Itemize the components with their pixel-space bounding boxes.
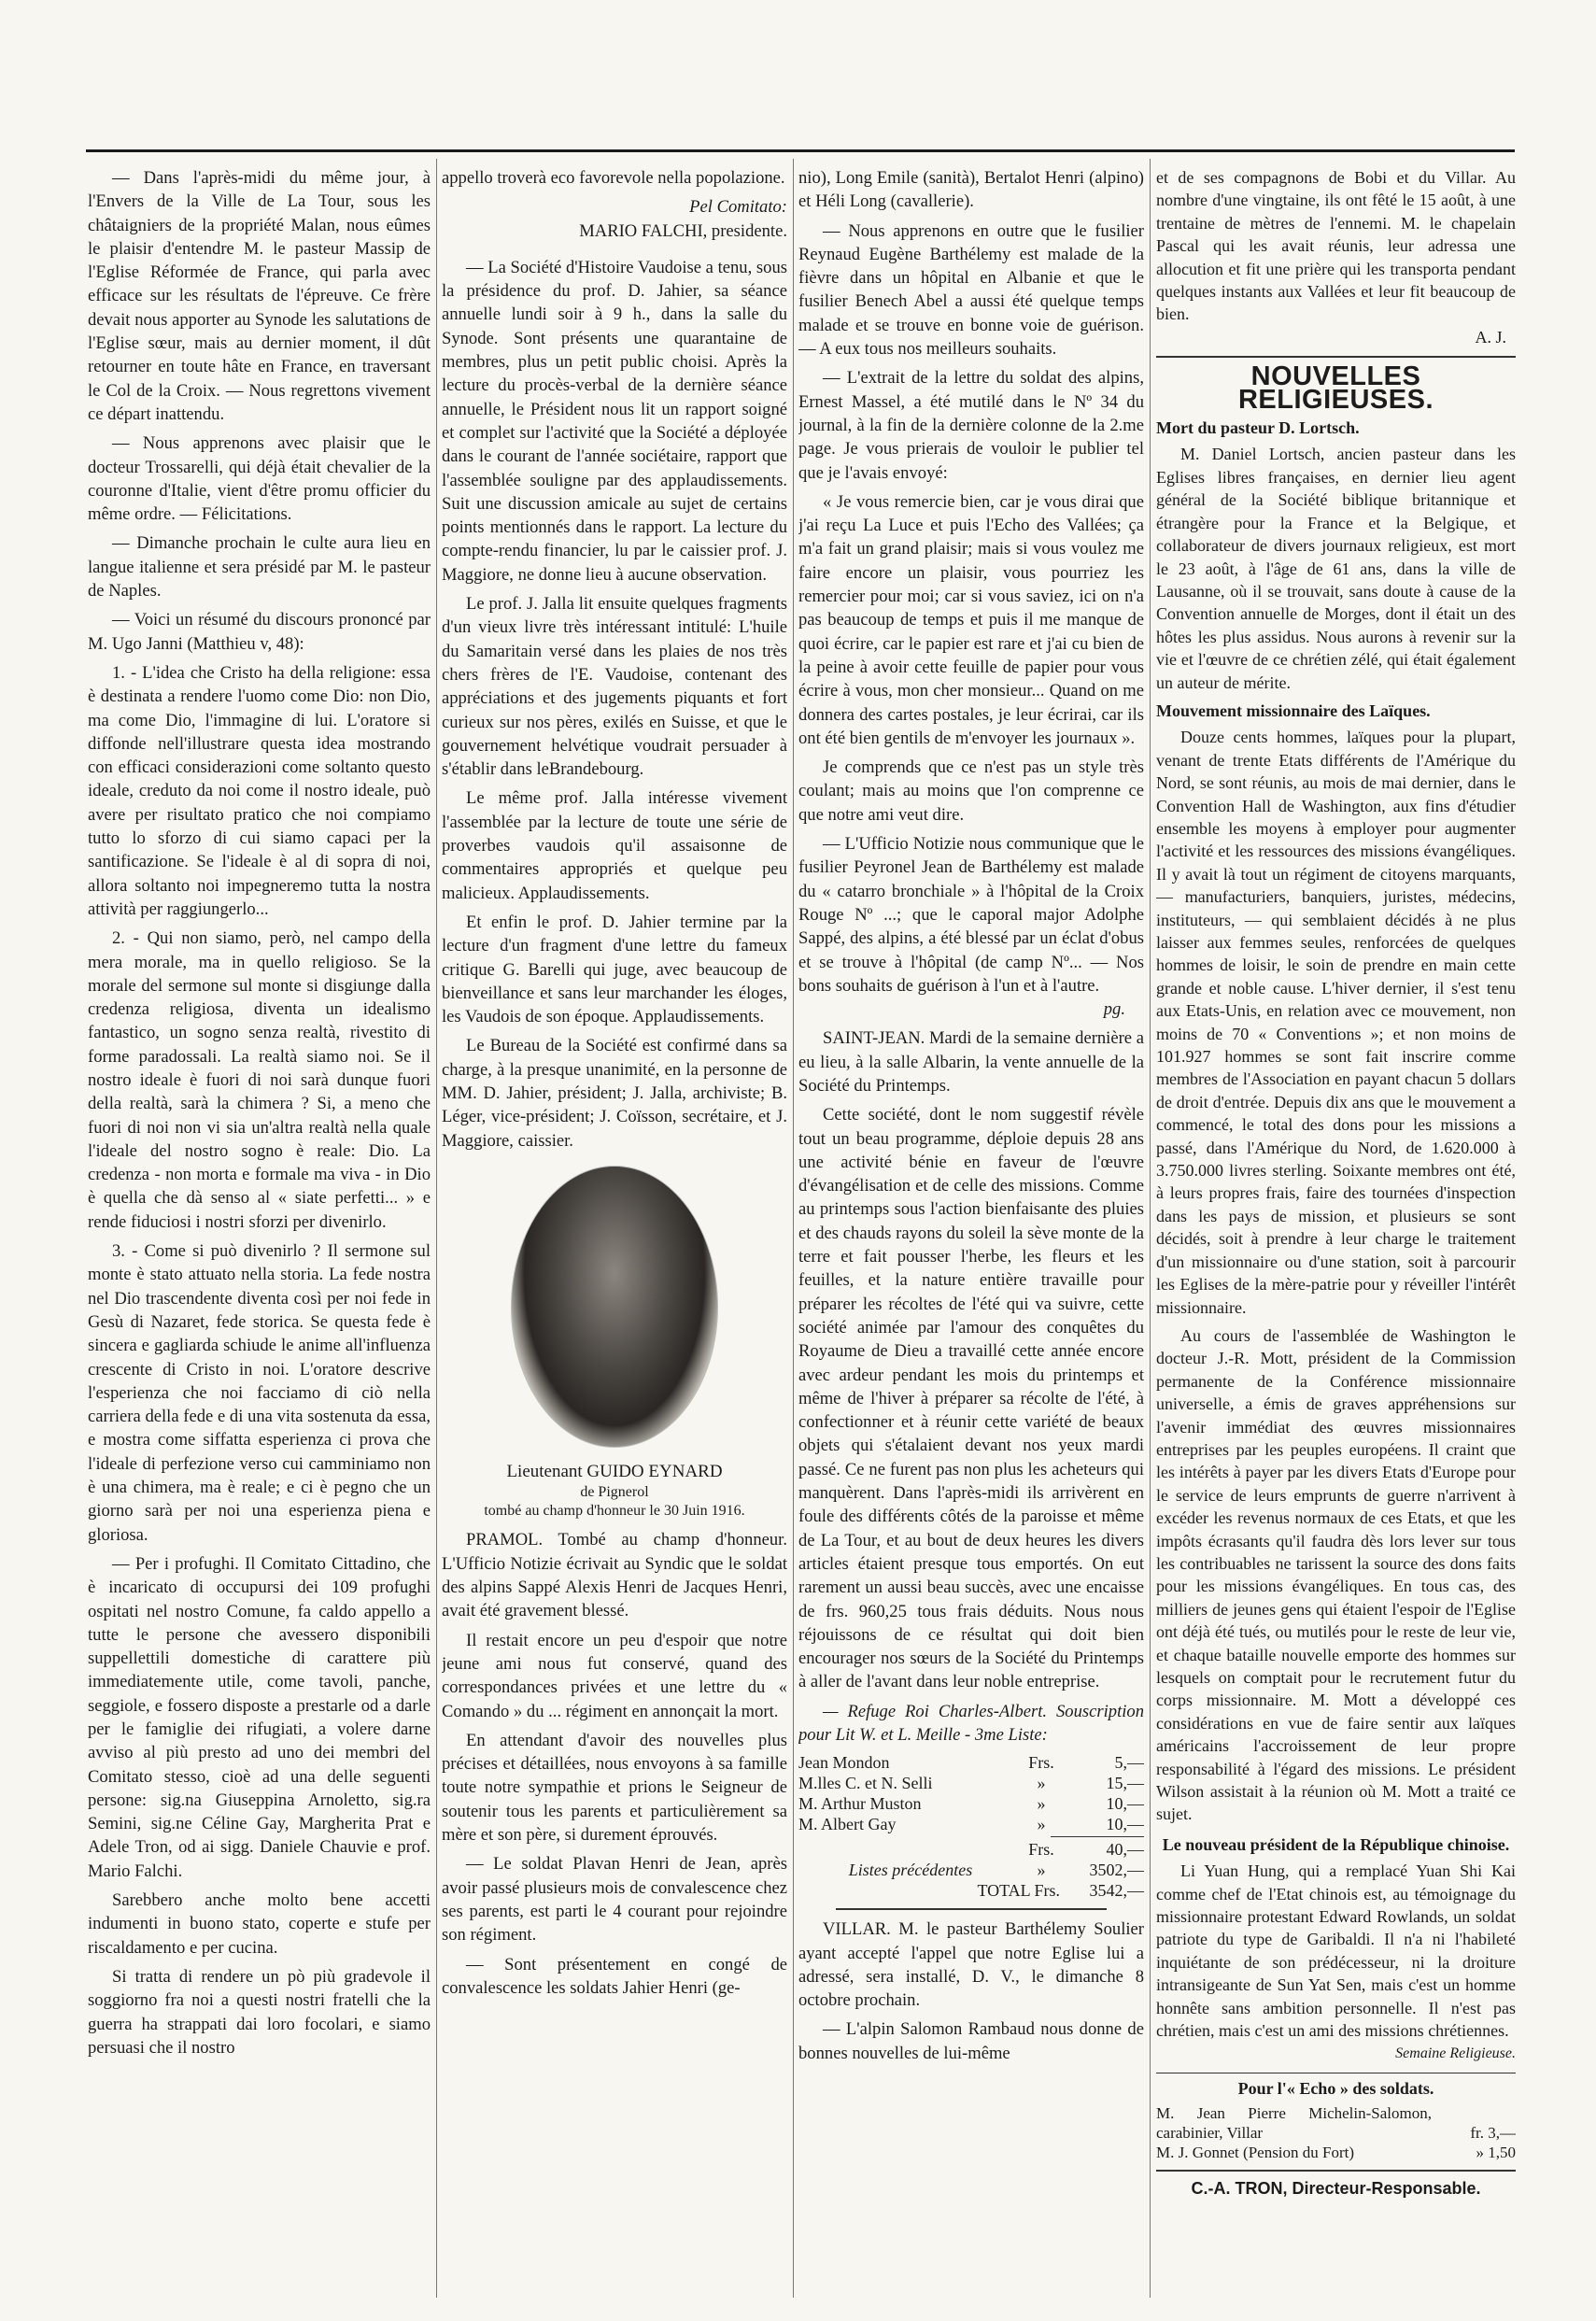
subscription-amount: 5,— xyxy=(1114,1753,1144,1773)
paragraph: Et enfin le prof. D. Jahier termine par la lecture d'un fragment d'une lettre du fameux critique G. Barelli qui juge, avec beaucoup de bienveillance et sans leur marchander les éloges, les Vaudois de son époque. Applaudissements. xyxy=(442,912,787,1027)
paragraph: appello troverà eco favorevole nella popolazione. xyxy=(442,168,785,188)
paragraph: — Dans l'après-midi du même jour, à l'Envers de la Ville de La Tour, sous les châtaigniers de la propriété Malan, nous eûmes le plaisir d'entendre M. le pasteur Massip de l'Eglise Réformée de France, qui parla avec efficace sur les résultats de l'épreuve. Ce frère devait nous apporter au Synode les salutations de l'Eglise sœur, mais au dernier moment, il dût retourner en toute hâte en France, en traversant le Col de la Croix. — Nous regrettons vivement ce départ inattendu. xyxy=(88,168,431,424)
currency: » xyxy=(1037,1794,1046,1814)
currency: » xyxy=(1037,1815,1046,1834)
column-2 xyxy=(442,166,787,2286)
paragraph: — La Société d'Histoire Vaudoise a tenu, sous la présidence du prof. D. Jahier, sa séance annuelle lundi soir à 9 h., dans la salle du Synode. Sont présents une quarantaine de membres, plus un petit public choisi. Après la lecture du procès-verbal de la dernière séance annuelle, le Président nous lit un rapport soigné et complet sur l'activité que la Société a déployée dans le courant de l'année sociétaire, rapport que l'assemblée souligne par des applaudissements. Suit une discussion amicale au sujet de certains points mentionnés dans le rapport. La lecture du compte-rendu financier, lu par le caissier prof. J. Maggiore, ne donne lieu à aucune observation. xyxy=(442,257,787,585)
paragraph: — L'Ufficio Notizie nous communique que le fusilier Peyronel Jean de Barthélemy est malade du « catarro bronchiale » à l'hôpital de la Croix Rouge Nº ...; que le caporal major Adolphe Sappé, des alpins, a été blessé par un éclat d'obus et se trouve à l'hôpital (de camp Nº... — Nos bons souhaits de guérison à l'un et à l'autre. xyxy=(798,834,1144,996)
subscription-row xyxy=(798,1814,1144,1834)
paragraph: — L'alpin Salomon Rambaud nous donne de bonnes nouvelles de lui-même xyxy=(798,2019,1144,2063)
signature xyxy=(442,195,787,219)
subtotal-amount: 40,— xyxy=(1106,1840,1144,1860)
subscriber-name: M.lles C. et N. Selli xyxy=(798,1774,933,1793)
paragraph: SAINT-JEAN. Mardi de la semaine dernière a eu lieu, à la salle Albarin, la vente annuelle de la Société du Printemps. xyxy=(798,1028,1144,1096)
subscriber-name: Jean Mondon xyxy=(798,1753,890,1773)
paragraph: PRAMOL. Tombé au champ d'honneur. L'Ufficio Notizie écrivait au Syndic que le soldat des alpins Sappé Alexis Henri de Jacques Henri, avait été gravement blessé. xyxy=(442,1530,787,1621)
subheading: Le nouveau président de la République chinoise. xyxy=(1162,1834,1510,1854)
subscriber-name: M. Albert Gay xyxy=(798,1815,897,1834)
paragraph: — Voici un résumé du discours prononcé par M. Ugo Janni (Matthieu v, 48): xyxy=(88,610,431,654)
photo-caption: Lieutenant GUIDO EYNARD xyxy=(506,1462,723,1482)
donation-row xyxy=(1156,2103,1516,2143)
sum-rule xyxy=(1051,1836,1144,1837)
subscription-totals xyxy=(798,1839,1144,1901)
paragraph: Douze cents hommes, laïques pour la plupart, venant de trente Etats différents de l'Amérique du Nord, se sont réunis, au mois de mai dernier, dans le Convention Hall de Washington, aux fins d'étudier ensemble les moyens à employer pour augmenter l'activité et les ressources des missions évangéliques. Il y avait là tout un régiment de citoyens marquants, — manufacturiers, banquiers, juristes, médecins, instituteurs, — qui semblaient décidés à ne plus laisser aux femmes seules, renforcées de quelques hommes de loisir, le soin de prendre en main cette grande et noble cause. L'hiver dernier, il s'est tenu aux Etats-Unis, en relation avec ce mouvement, non moins de 70 « Conventions »; et non moins de 101.927 hommes se sont fait inscrire comme membres de l'Association en payant chacun 5 dollars de droit d'entrée. Depuis dix ans que le mouvement a commencé, le total des dons pour les missions a passé, dans l'Amérique du Nord, de 1.620.000 à 3.750.000 livres sterling. Soixante membres ont été, à leurs propres frais, faire des tournées d'inspection dans les pays de mission, et plusieurs se sont décidés, soit à prendre à leur charge le traitement d'un missionnaire ou d'une station, soit à parcourir les Eglises de la mère-patrie pour y réveiller l'intérêt missionnaire. xyxy=(1156,728,1516,1317)
signature: MARIO FALCHI, presidente. xyxy=(579,220,787,241)
portrait-photo xyxy=(442,1166,787,1454)
initials: A. J. xyxy=(1475,327,1506,347)
subscription-row xyxy=(798,1752,1144,1773)
subscriber-name: M. Arthur Muston xyxy=(798,1794,922,1814)
subscription-row xyxy=(798,1793,1144,1814)
paragraph: M. Daniel Lortsch, ancien pasteur dans les Eglises libres françaises, en dernier lieu agent général de la Société biblique britannique et étrangère pour la France et la Belgique, et collaborateur de divers journaux religieux, est mort le 23 août, à l'âge de 61 ans, dans la ville de Lausanne, où il se trouvait, sans doute à cause de la Convention annuelle de Morges, dont il était un des hôtes les plus assidus. Nous aurons à revenir sur la vie et l'œuvre de ce chrétien zélé, qui était également un auteur de mérite. xyxy=(1156,445,1516,692)
paragraph: Je comprends que ce n'est pas un style très coulant; mais au moins que l'on comprenne ce que notre ami veut dire. xyxy=(798,757,1144,825)
paragraph: — Per i profughi. Il Comitato Cittadino, che è incaricato di occupursi dei 109 profughi ospitati nel nostro Comune, fa caldo appello a tutte le persone che avessero disponibili suppellettili domestiche di carattere più immediatemente utile, come tavoli, panche, seggiole, e fossero disposte a prestarle od a darle per le famiglie dei rifugiati, a volere darne avviso al più presto ad uno dei membri del Comitato stesso, cioè ad una delle seguenti persone: sig.na Giuseppina Arnoletto, sig.ra Semini, sig.ne Céline Gay, Margherita Prat e Adele Tron, od ai sigg. Daniele Chauvie e prof. Mario Falchi. xyxy=(88,1553,431,1881)
editor-credit: C.-A. TRON, Directeur-Responsable. xyxy=(1191,2179,1481,2199)
total-row xyxy=(798,1880,1144,1901)
paragraph: En attendant d'avoir des nouvelles plus précises et détaillées, nous envoyons à sa famille toute notre sympathie et prions le Seigneur de soutenir tous les parents et particulièrement sa mère et son père, si durement éprouvés. xyxy=(442,1730,787,1846)
section-rule xyxy=(836,1908,1107,1910)
donation-amount: fr. 3,— xyxy=(1470,2124,1516,2143)
initials-text: pg. xyxy=(1103,999,1125,1020)
column-4 xyxy=(1156,166,1516,2286)
paragraph: — Sont présentement en congé de convalescence les soldats Jahier Henri (ge- xyxy=(442,1954,787,1998)
previous-lists-label: Listes précédentes xyxy=(848,1861,973,1880)
paragraph: Le Bureau de la Société est confirmé dans sa charge, à la presque unanimité, en la personne de MM. D. Jahier, président; J. Jalla, archiviste; B. Léger, vice-président; J. Coïsson, secrétaire, et J. Maggiore, caissier. xyxy=(442,1036,787,1151)
paragraph: Li Yuan Hung, qui a remplacé Yuan Shi Kai comme chef de l'Etat chinois est, au témoignage du missionnaire protestant Edward Rowlands, un soldat patriote du type de Garibaldi. Il n'a ni l'habileté inquiétante de son prédécesseur, ni la droiture intransigeante de Sun Yat Sen, mais c'est un homme honnête sans ambition personnelle. Il n'est pas chrétien, mais c'est un ami des missions chrétiennes. xyxy=(1156,1861,1516,2041)
section-heading: NOUVELLES RELIGIEUSES. xyxy=(1156,356,1516,411)
paragraph: nio), Long Emile (sanità), Bertalot Henri (alpino) et Héli Long (cavallerie). xyxy=(798,168,1144,212)
paragraph: 2. - Qui non siamo, però, nel campo della mera morale, ma in quello religioso. Se la morale del sermone sul monte si disgiunge dalla credenza religiosa, diventa un idealismo fantastico, un sogno senza realtà, rivestito di forme paradossali. La realtà siamo noi. Se il nostro ideale è fuori di noi sarà dunque fuori della realtà, sarà la chimera ? Si, a meno che fuori di noi non vi sia un'altra realtà nella quale l'ideale del nostro sogno è reale: Dio. La credenza - non morta e formale ma viva - in Dio è quella che dà senso al « siate perfetti... » e rende fiduciosi i nostri sforzi per divenirlo. xyxy=(88,928,431,1232)
paragraph: 3. - Come si può divenirlo ? Il sermone sul monte è stato attuato nella storia. La fede nostra nel Dio trascendente diventa così per noi fede in Gesù di Nazaret, fede storica. Se questa fede è sincera e gagliarda schiude le anime all'influenza crescente di Cristo in noi. L'oratore descrive l'esperienza che noi facciamo di ciò nella carriera della fede e di una vita sostenuta da essa, e mostra come siffatta esperienza ci prova che l'ideale di perfezione verso cui camminiamo non è una chimera, ma è reale; e ci è pegno che un giorno sarà per noi una esperienza piena e gloriosa. xyxy=(88,1241,431,1545)
source-credit xyxy=(1156,2043,1516,2065)
paragraph: — L'extrait de la lettre du soldat des alpins, Ernest Massel, a été mutilé dans le Nº 34 du journal, à la fin de la dernière colonne de la 2.me page. Je vous prierais de vouloir le publier tel que je l'avais envoyé: xyxy=(798,368,1144,483)
paragraph: et de ses compagnons de Bobi et du Villar. Au nombre d'une vingtaine, ils ont fêté le 15 août, à une trentaine de mètres de l'ennemi. M. le chapelain Pascal qui les avait réunis, leur adressa une allocution et fit une prière qui les transporta pendant quelques instants aux Vallées et leur fit beaucoup de bien. xyxy=(1156,168,1516,324)
footer-rule xyxy=(1156,2170,1516,2172)
column-divider xyxy=(436,159,437,2298)
subscription-amount: 15,— xyxy=(1106,1774,1144,1793)
subscription-table xyxy=(798,1752,1144,1834)
paragraph: — Le soldat Plavan Henri de Jean, après avoir passé plusieurs mois de convalescence chez ses parents, est parti le 4 courant pour rejoindre son régiment. xyxy=(442,1854,787,1946)
column-1 xyxy=(88,166,431,2286)
paragraph: 1. - L'idea che Cristo ha della religione: essa è destinata a rendere l'uomo come Dio: non Dio, ma come Dio, l'immagine di lui. L'oratore si diffonde nell'illustrare questa idea mostrando con efficaci considerazioni come soltanto questo ideale, creduto da noi come il nostro ideale, può avere per risultato pratico che noi compiamo tutto lo sforzo di cui siamo capaci per la santificazione. Se l'ideale è al di sopra di noi, allora soltanto noi impegneremo tutta la nostra attività per raggiungerlo... xyxy=(88,662,431,919)
paragraph: Le même prof. Jalla intéresse vivement l'assemblée par la lecture de toute une série de proverbes vaudois qu'il assaisonne de commentaires appropriés et quelque peu malicieux. Applaudissements. xyxy=(442,788,787,903)
initials xyxy=(798,998,1125,1021)
paragraph: « Je vous remercie bien, car je vous dirai que j'ai reçu La Luce et puis l'Echo des Vallées; ça m'a fait un grand plaisir; mais si vous voulez me faire encore un plaisir, vous pourriez les remercier pour moi; car si vous saviez, ici on n'a pas beaucoup de temps et puis il me manque de quoi écrire, car le papier est rare et j'ai cu bien de la peine à avoir cette feuille de papier pour vous écrire à vous, mon cher monsieur... Quand on me donnera des cartes postales, je leur écrirai, car ils ont été bien gentils de m'envoyer les journaux ». xyxy=(798,491,1144,748)
donor-name: M. J. Gonnet (Pension du Fort) xyxy=(1156,2144,1355,2162)
previous-lists-row xyxy=(798,1860,1144,1880)
subscription-amount: 10,— xyxy=(1106,1794,1144,1814)
signature-line: Pel Comitato: xyxy=(689,197,787,218)
currency: » xyxy=(1037,1861,1046,1880)
paragraph: VILLAR. M. le pasteur Barthélemy Soulier ayant accepté l'appel que notre Eglise lui a adressé, sera installé, D. V., le dimanche 8 octobre prochain. xyxy=(798,1919,1144,2011)
photo-caption-sub: de Pignerol xyxy=(580,1484,649,1501)
soldier-portrait-image xyxy=(511,1166,718,1448)
paragraph: Le prof. J. Jalla lit ensuite quelques fragments d'un vieux livre très intéressant intitulé: L'huile du Samaritain versé dans les plaies de nos très chers frères de l'E. Vaudoise, contenant des appréciations et des jugements piquants et fort curieux sur nos pères, exilés en Suisse, et que le gouvernement helvétique voudrait persuader à s'établir dans leBrandebourg. xyxy=(442,594,787,780)
top-rule xyxy=(86,149,1515,152)
paragraph: — Dimanche prochain le culte aura lieu en langue italienne et sera présidé par M. le pasteur de Naples. xyxy=(88,533,431,601)
source-credit-text: Semaine Religieuse. xyxy=(1395,2045,1516,2061)
paragraph: Cette société, dont le nom suggestif révèle tout un beau programme, déploie depuis 28 ans une activité bénie en faveur de l'œuvre d'évangélisation et de celle des missions. Comme au printemps sous l'action bienfaisante des pluies et des chauds rayons du soleil la sève monte de la terre et fait pousser l'herbe, les fleurs et les feuilles, et la nature entière travaille pour préparer les récoltes de l'été qui va suivre, cette société animée par l'amour des conquêtes du Royaume de Dieu a travaillé cette année encore avec ardeur pendant les mois du printemps et même de l'hiver à préparer sa récolte de l'été, à confectionner et à réunir cette variété de beaux objets qui s'étalaient devant nos yeux mardi passé. Ce ne furent pas non plus les acheteurs qui manquèrent. Dans l'après-midi ils arrivèrent en foule des différents côtés de la paroisse et même de La Tour, et au bout de deux heures les divers articles étaient presque tous emportés. On eut rarement un aussi beau succès, avec une encaisse de frs. 960,25 tous frais déduits. Nous nous réjouissons de ce résultat qui doit bien encourager nos sœurs de la Société du Printemps à aller de l'avant dans leur noble entreprise. xyxy=(798,1105,1144,1692)
subheading: Mouvement missionnaire des Laïques. xyxy=(1156,701,1431,720)
paragraph: — Nous apprenons en outre que le fusilier Reynaud Eugène Barthélemy est malade de la fièvre dans un hôpital en Albanie et que le fusilier Benech Abel a aussi été quelque temps malade et se trouve en bonne voie de guérison. — A eux tous nos meilleurs souhaits. xyxy=(798,220,1144,360)
paragraph: — Refuge Roi Charles-Albert. Souscription pour Lit W. et L. Meille - 3me Liste: xyxy=(798,1701,1144,1745)
currency: Frs. xyxy=(1028,1840,1054,1860)
donor-name: M. Jean Pierre Michelin-Salomon, carabinier, Villar xyxy=(1156,2104,1432,2143)
total-label: TOTAL Frs. xyxy=(977,1881,1060,1901)
currency: » xyxy=(1037,1774,1046,1793)
subheading: Mort du pasteur D. Lortsch. xyxy=(1156,418,1360,438)
column-divider xyxy=(1150,159,1151,2298)
donation-row xyxy=(1156,2143,1516,2162)
paragraph: Sarebbero anche molto bene accetti indumenti in buono stato, coperte e stufe per riscaldamento e per cucina. xyxy=(88,1890,431,1958)
total-amount: 3542,— xyxy=(1089,1881,1144,1901)
subscription-amount: 10,— xyxy=(1106,1815,1144,1834)
donations-table xyxy=(1156,2103,1516,2162)
column-3 xyxy=(798,166,1144,2286)
photo-caption-date: tombé au champ d'honneur le 30 Juin 1916. xyxy=(484,1503,745,1520)
previous-lists-amount: 3502,— xyxy=(1089,1861,1144,1880)
subscription-row xyxy=(798,1773,1144,1793)
currency: Frs. xyxy=(1028,1753,1054,1773)
paragraph: Il restait encore un peu d'espoir que notre jeune ami nous fut conservé, quand des correspondances privées et une lettre du « Comando » du ... régiment en annonçait la mort. xyxy=(442,1630,787,1721)
subtotal-row xyxy=(798,1839,1144,1860)
paragraph: Si tratta di rendere un pò più gradevole il soggiorno fra noi a questi nostri fratelli che la guerra ha strappati dai loro focolari, e siamo persuasi che il nostro xyxy=(88,1966,431,2058)
column-divider xyxy=(793,159,794,2298)
paragraph: Au cours de l'assemblée de Washington le docteur J.-R. Mott, président de la Commission permanente de la Conférence missionnaire universelle, a émis de graves appréhensions sur l'avenir immédiat des œuvres missionnaires entreprises par les peuples européens. Il craint que les intérêts à payer par les divers Etats d'Europe pour le service de leurs emprunts de guerre n'arrivent à excéder les revenus normaux de ces Etats, et que les impôts écrasants qu'il faudra dès lors lever sur tous les contribuables ne tarissent la source des dons faits pour les missions évangéliques. En tous cas, des milliers de jeunes gens qui étaient l'espoir de l'Eglise ont déjà été tués, ou mutilés pour le reste de leur vie, et chaque bataille nouvelle emporte des hommes sur lesquels on comptait pour le recrutement futur du corps missionnaire. M. Mott a développé ces considérations en vue de faire sentir aux laïques américains l'accroissement de leur propre responsabilité à l'égard des missions. Le président Wilson assistait à la réunion où M. Mott a traité ce sujet. xyxy=(1156,1325,1516,1824)
donation-amount: » 1,50 xyxy=(1476,2144,1516,2162)
paragraph: — Nous apprenons avec plaisir que le docteur Trossarelli, qui déjà était chevalier de la couronne d'Italie, vient d'être promu officier du même ordre. — Félicitations. xyxy=(88,433,431,525)
subheading: Pour l'« Echo » des soldats. xyxy=(1237,2078,1434,2098)
